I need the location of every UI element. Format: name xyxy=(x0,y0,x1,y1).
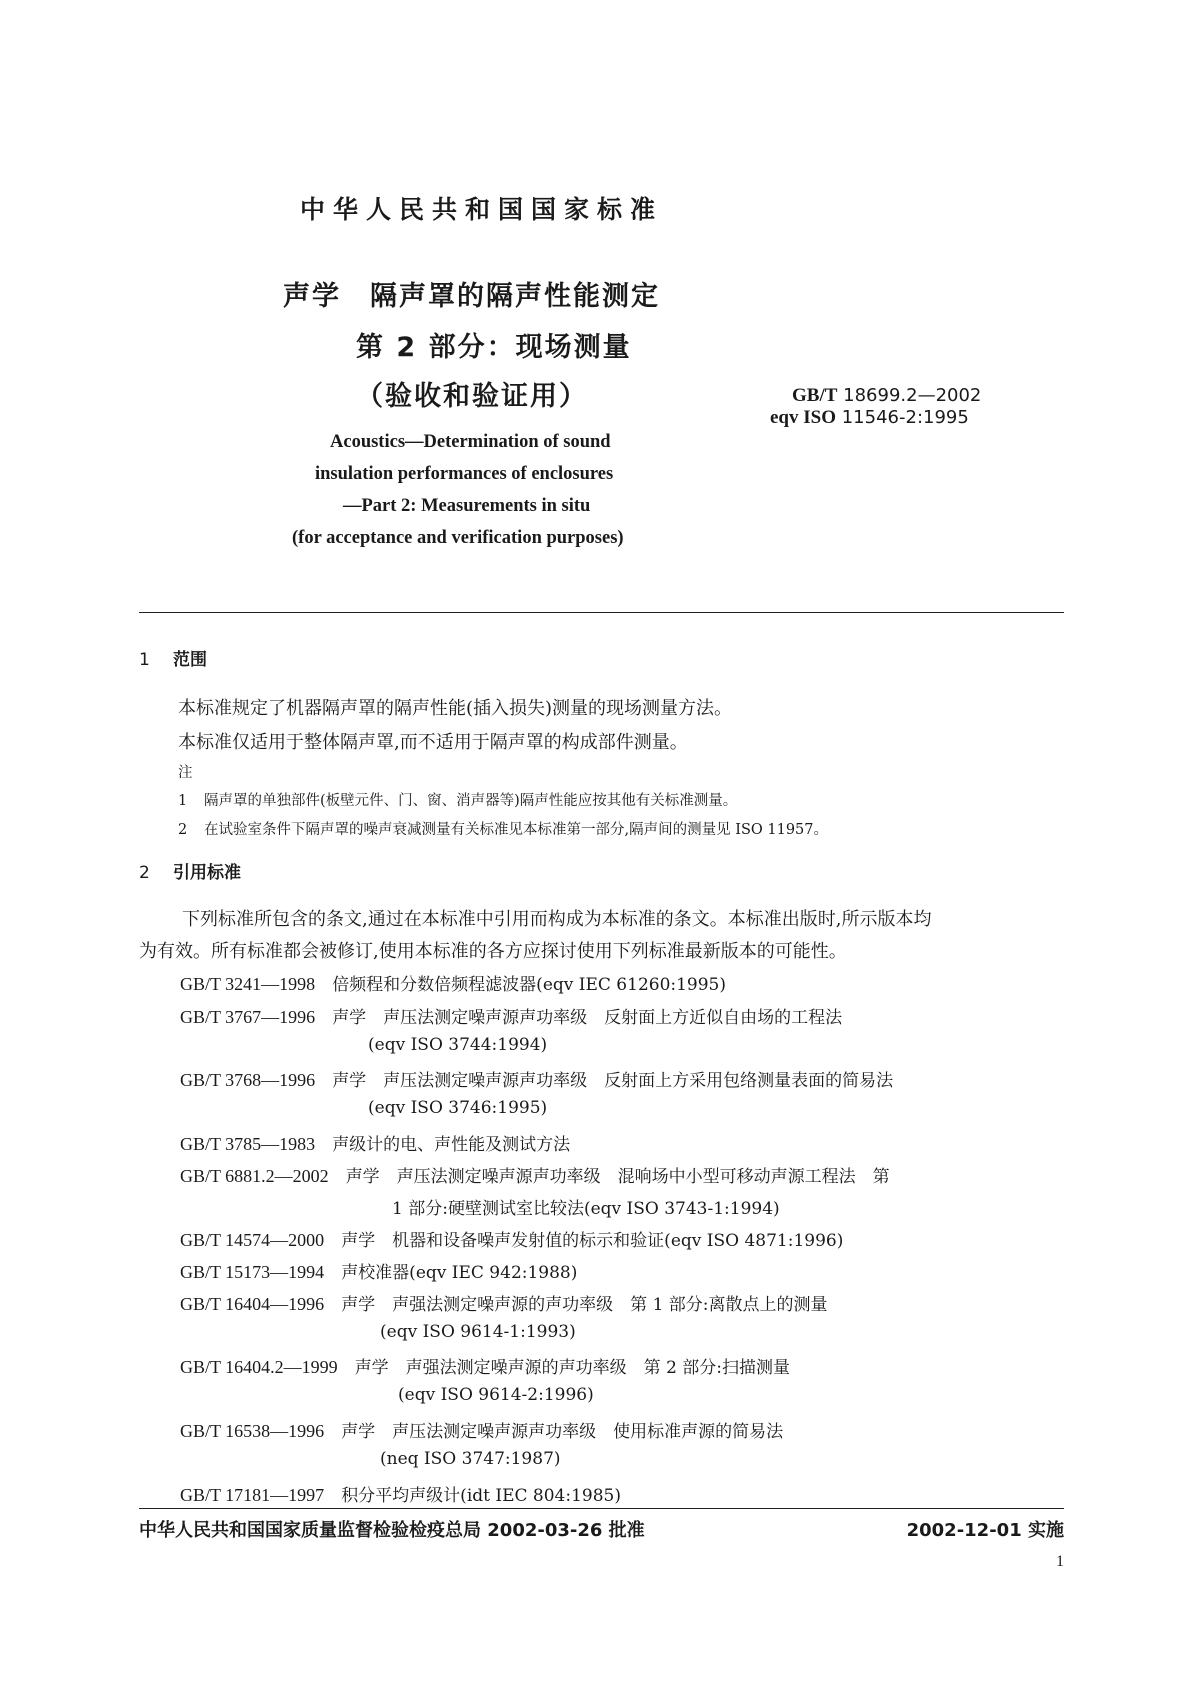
std-number-prefix: GB/T xyxy=(792,385,838,406)
national-standard-heading: 中华人民共和国国家标准 xyxy=(300,195,664,224)
reference-code: GB/T 16538—1996 xyxy=(180,1421,325,1441)
section-2-heading xyxy=(139,858,241,883)
section-1-para-2: 本标准仅适用于整体隔声罩,而不适用于隔声罩的构成部件测量。 xyxy=(178,732,688,753)
reference-code: GB/T 3768—1996 xyxy=(180,1070,316,1090)
section-2-intro-line-1: 下列标准所包含的条文,通过在本标准中引用而构成为本标准的条文。本标准出版时,所示版本均 xyxy=(182,909,932,930)
reference-item xyxy=(180,1003,842,1028)
page-number: 1 xyxy=(1056,1553,1064,1570)
reference-continuation: (eqv ISO 3744:1994) xyxy=(368,1035,548,1055)
reference-continuation: 1 部分:硬壁测试室比较法(eqv ISO 3743-1:1994) xyxy=(392,1199,780,1219)
section-1-title: 范围 xyxy=(173,650,207,670)
title-cn-line-2: 第 2 部分：现场测量 xyxy=(356,332,632,363)
reference-code: GB/T 14574—2000 xyxy=(180,1230,325,1250)
reference-continuation: (eqv ISO 9614-2:1996) xyxy=(398,1385,594,1405)
reference-item xyxy=(180,1353,790,1378)
reference-code: GB/T 3767—1996 xyxy=(180,1007,316,1027)
title-en-line-3: —Part 2: Measurements in situ xyxy=(343,496,591,516)
reference-title: 声学 声压法测定噪声源声功率级 混响场中小型可移动声源工程法 第 xyxy=(345,1167,890,1187)
reference-code: GB/T 3785—1983 xyxy=(180,1134,316,1154)
reference-item xyxy=(180,1417,783,1442)
reference-item xyxy=(180,1162,890,1187)
section-2-intro-line-2: 为有效。所有标准都会被修订,使用本标准的各方应探讨使用下列标准最新版本的可能性。 xyxy=(139,941,847,962)
title-en-line-1: Acoustics—Determination of sound xyxy=(330,432,611,452)
reference-continuation: (eqv ISO 3746:1995) xyxy=(368,1098,548,1118)
standard-number-block xyxy=(770,385,982,429)
footer-divider xyxy=(139,1508,1064,1509)
reference-title: 声级计的电、声性能及测试方法 xyxy=(332,1135,571,1155)
note-label: 注 xyxy=(178,765,193,781)
note-text: 隔声罩的单独部件(板壁元件、门、窗、消声器等)隔声性能应按其他有关标准测量。 xyxy=(204,793,738,809)
reference-item xyxy=(180,1258,577,1283)
implementation-date: 2002-12-01 实施 xyxy=(906,1520,1064,1541)
approval-statement: 中华人民共和国国家质量监督检验检疫总局 2002-03-26 批准 xyxy=(139,1520,645,1541)
reference-code: GB/T 16404.2—1999 xyxy=(180,1357,338,1377)
reference-continuation: (neq ISO 3747:1987) xyxy=(380,1449,561,1469)
reference-title: 声学 声压法测定噪声源声功率级 反射面上方近似自由场的工程法 xyxy=(332,1008,843,1028)
reference-item xyxy=(180,1226,843,1251)
reference-code: GB/T 6881.2—2002 xyxy=(180,1166,329,1186)
reference-continuation: (eqv ISO 9614-1:1993) xyxy=(380,1322,576,1342)
reference-item xyxy=(180,970,726,995)
note-item xyxy=(178,789,737,810)
note-number: 2 xyxy=(178,822,188,838)
std-number: 18699.2—2002 xyxy=(843,385,982,406)
equiv-prefix: eqv ISO xyxy=(770,407,836,428)
reference-title: 声学 声压法测定噪声源声功率级 使用标准声源的简易法 xyxy=(341,1422,784,1442)
section-1-heading xyxy=(139,645,207,670)
title-cn-line-1: 声学 隔声罩的隔声性能测定 xyxy=(283,281,660,312)
reference-code: GB/T 17181—1997 xyxy=(180,1485,325,1505)
reference-item xyxy=(180,1290,828,1315)
reference-item xyxy=(180,1130,570,1155)
section-1-number: 1 xyxy=(139,650,150,670)
reference-code: GB/T 16404—1996 xyxy=(180,1294,325,1314)
title-en-line-4: (for acceptance and verification purposes) xyxy=(292,528,624,548)
note-text: 在试验室条件下隔声罩的噪声衰减测量有关标准见本标准第一部分,隔声间的测量见 ISO 11957。 xyxy=(204,822,828,838)
title-en-line-2: insulation performances of enclosures xyxy=(315,464,614,484)
header-divider xyxy=(139,612,1064,613)
reference-title: 声校准器(eqv IEC 942:1988) xyxy=(341,1263,578,1283)
reference-code: GB/T 3241—1998 xyxy=(180,974,316,994)
reference-item xyxy=(180,1481,621,1506)
equiv-number: 11546-2:1995 xyxy=(841,407,969,428)
note-item xyxy=(178,818,828,839)
reference-title: 倍频程和分数倍频程滤波器(eqv IEC 61260:1995) xyxy=(332,975,727,995)
reference-title: 声学 声强法测定噪声源的声功率级 第 1 部分:离散点上的测量 xyxy=(341,1295,828,1315)
reference-title: 积分平均声级计(idt IEC 804:1985) xyxy=(341,1486,621,1506)
reference-title: 声学 声压法测定噪声源声功率级 反射面上方采用包络测量表面的简易法 xyxy=(332,1071,894,1091)
title-cn-line-3: （验收和验证用） xyxy=(356,381,588,412)
note-number: 1 xyxy=(178,793,188,809)
section-2-number: 2 xyxy=(139,863,150,883)
section-1-para-1: 本标准规定了机器隔声罩的隔声性能(插入损失)测量的现场测量方法。 xyxy=(178,698,733,719)
reference-code: GB/T 15173—1994 xyxy=(180,1262,325,1282)
reference-item xyxy=(180,1066,893,1091)
section-2-title: 引用标准 xyxy=(173,863,241,883)
reference-title: 声学 机器和设备噪声发射值的标示和验证(eqv ISO 4871:1996) xyxy=(341,1231,844,1251)
reference-title: 声学 声强法测定噪声源的声功率级 第 2 部分:扫描测量 xyxy=(354,1358,791,1378)
